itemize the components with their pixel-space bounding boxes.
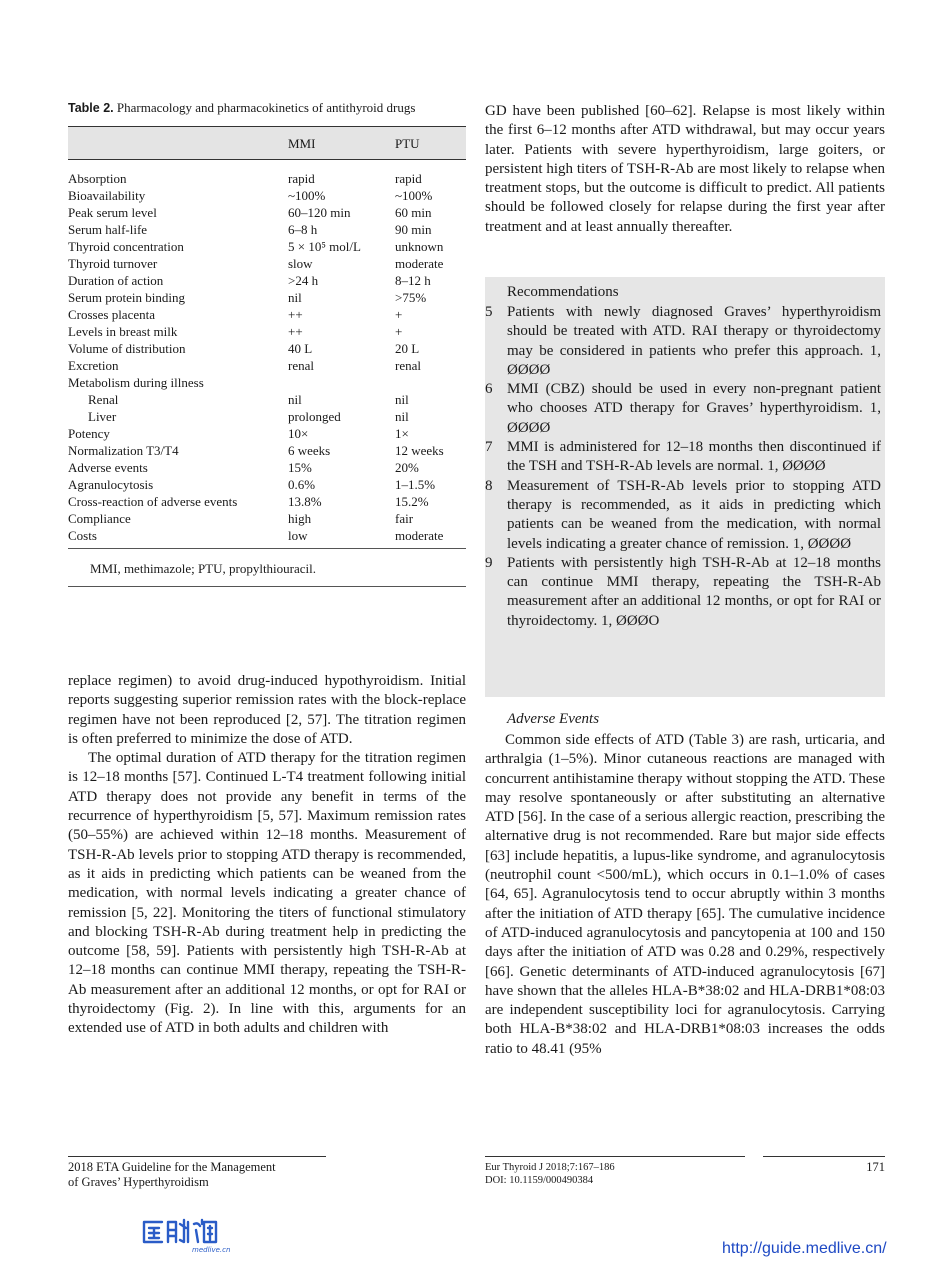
- row-mmi-value: low: [288, 528, 308, 543]
- row-mmi-value: rapid: [288, 171, 315, 186]
- row-ptu-value: renal: [395, 358, 421, 373]
- row-parameter: Volume of distribution: [68, 341, 186, 356]
- row-parameter: Potency: [68, 426, 110, 441]
- row-mmi-value: ++: [288, 307, 303, 322]
- table-row: [68, 357, 466, 374]
- row-parameter: Compliance: [68, 511, 131, 526]
- page-number: 171: [866, 1160, 885, 1174]
- footer-doi: DOI: 10.1159/000490384: [485, 1175, 594, 1186]
- table-row: [68, 493, 466, 510]
- row-parameter: Levels in breast milk: [68, 324, 178, 339]
- row-parameter: Crosses placenta: [68, 307, 156, 322]
- right-paragraph-2: Common side effects of ATD (Table 3) are rash, urticaria, and arthralgia (1–5%). Minor cutaneous reactions are managed with concurrent antihistamine therapy without stopping the ATD. These may resolve spontaneously or after substituting an alternative ATD [56]. In the case of a serious allergic reaction, prescribing the alternative drug is not recommended. Rare but major side effects [63] include hepatitis, a lupus-like syndrome, and agranulocytosis (neutrophil count <500/mL), which occurs in 0.1–1.0% of cases [64, 65]. Agranulocytosis tend to occur abruptly within 3 months after the initiation of ATD therapy [65]. The cumulative incidence of ATD-induced agranulocytosis and pancytopenia at 100 and 150 days after the initiation of ATD was 0.28 and 0.29%, respectively [66]. Genetic determinants of ATD-induced agranulocytosis [67] have shown that the alleles HLA-B*38:02 and HLA-DRB1*08:03 are independent susceptibility loci for agranulocytosis. Carrying both HLA-B*38:02 and HLA-DRB1*08:03 increases the odds ratio to 48.41 (95%: [485, 732, 885, 1057]
- row-ptu-value: rapid: [395, 171, 422, 186]
- table-footnote: MMI, methimazole; PTU, propylthiouracil.: [90, 561, 317, 576]
- row-parameter: Normalization T3/T4: [68, 443, 179, 458]
- row-ptu-value: +: [395, 324, 403, 339]
- row-mmi-value: renal: [288, 358, 314, 373]
- section-subheading: Adverse Events: [507, 711, 600, 727]
- table-header: [68, 127, 466, 160]
- footer-rule-mid: [485, 1156, 745, 1157]
- row-ptu-value: moderate: [395, 256, 444, 271]
- header-ptu: PTU: [395, 136, 420, 151]
- table-row: [68, 442, 466, 459]
- row-ptu-value: 1×: [395, 426, 409, 441]
- table-row: [68, 391, 466, 408]
- table-row: [68, 204, 466, 221]
- table-row: [68, 238, 466, 255]
- row-ptu-value: fair: [395, 511, 414, 526]
- row-parameter: Costs: [68, 528, 97, 543]
- row-mmi-value: high: [288, 511, 312, 526]
- source-url[interactable]: http://guide.medlive.cn/: [722, 1240, 887, 1257]
- footer-title-line-2: of Graves’ Hyperthyroidism: [68, 1175, 209, 1189]
- row-mmi-value: 15%: [288, 460, 312, 475]
- row-mmi-value: 40 L: [288, 341, 313, 356]
- row-ptu-value: 15.2%: [395, 494, 429, 509]
- row-ptu-value: nil: [395, 392, 409, 407]
- footer-rule-right: [763, 1156, 885, 1157]
- table-row: [68, 323, 466, 340]
- recommendation-text: Patients with newly diagnosed Graves’ hyperthyroidism should be treated with ATD. RAI therapy or thyroidectomy may be considered in patients who prefer this approach. 1, ØØØØ: [507, 304, 881, 378]
- footer-title-line-1: 2018 ETA Guideline for the Management: [68, 1160, 276, 1174]
- recommendations-list: [485, 303, 881, 631]
- table-row: [68, 510, 466, 527]
- row-mmi-value: nil: [288, 392, 302, 407]
- recommendation-item: [485, 380, 881, 438]
- row-ptu-value: 20%: [395, 460, 419, 475]
- row-mmi-value: 13.8%: [288, 494, 322, 509]
- recommendation-number: 9: [485, 554, 493, 571]
- left-body-text: [68, 672, 466, 1039]
- right-body-text: [485, 102, 885, 237]
- table-row: [68, 255, 466, 272]
- recommendation-item: [485, 438, 881, 477]
- recommendation-text: Measurement of TSH-R-Ab levels prior to stopping ATD therapy is recommended, as it aids in predicting which patients can be weaned from the medication, with normal levels indicating a greater chance of remission. 1, ØØØØ: [507, 477, 881, 552]
- table-row: [68, 459, 466, 476]
- table-row: [68, 425, 466, 442]
- row-parameter: Agranulocytosis: [68, 477, 154, 492]
- row-mmi-value: 0.6%: [288, 477, 316, 492]
- table-row: [68, 221, 466, 238]
- table-body: [68, 170, 466, 544]
- recommendation-number: 6: [485, 381, 493, 398]
- row-ptu-value: 60 min: [395, 205, 432, 220]
- footer-rule-left: [68, 1156, 326, 1157]
- row-ptu-value: 1–1.5%: [395, 477, 436, 492]
- table-row: [68, 306, 466, 323]
- row-mmi-value: 6 weeks: [288, 443, 331, 458]
- recommendation-text: MMI is administered for 12–18 months then discontinued if the TSH and TSH-R-Ab levels are normal. 1, ØØØØ: [507, 439, 881, 475]
- footer-journal: Eur Thyroid J 2018;7:167–186: [485, 1162, 615, 1173]
- left-paragraph-2: The optimal duration of ATD therapy for the titration regimen is 12–18 months [57]. Continued L-T4 treatment following initial ATD therapy does not provide any benefit in terms of the recurrence of hyperthyroidism [5, 57]. Maximum remission rates (50–55%) are achieved within 12–18 months. Measurement of TSH-R-Ab levels prior to stopping ATD therapy is recommended, as it aids in predicting which patients can be weaned from the medication, with normal levels indicating a greater chance of remission [5, 22]. Monitoring the titers of functional stimulatory and blocking TSH-R-Ab during treatment help in predicting the outcome [58, 59]. Patients with persistently high TSH-R-Ab at 12–18 months can continue MMI therapy, repeating the TSH-R-Ab measurement after an additional 12 months, or opt for RAI or thyroidectomy (Fig. 2). In line with this, arguments for an extended use of ATD in both adults and children with: [68, 750, 466, 1037]
- row-mmi-value: >24 h: [288, 273, 319, 288]
- row-parameter: Adverse events: [68, 460, 148, 475]
- row-ptu-value: moderate: [395, 528, 444, 543]
- header-mmi: MMI: [288, 136, 316, 151]
- row-mmi-value: slow: [288, 256, 313, 271]
- row-mmi-value: 5 × 10⁵ mol/L: [288, 239, 361, 254]
- row-parameter: Serum half-life: [68, 222, 148, 237]
- row-ptu-value: 12 weeks: [395, 443, 444, 458]
- table-row: [68, 476, 466, 493]
- row-parameter: Serum protein binding: [68, 290, 185, 305]
- row-parameter: Duration of action: [68, 273, 164, 288]
- logo-text: medlive.cn: [192, 1246, 231, 1254]
- row-parameter: Peak serum level: [68, 205, 157, 220]
- table-row: [68, 527, 466, 544]
- row-ptu-value: unknown: [395, 239, 444, 254]
- row-ptu-value: +: [395, 307, 403, 322]
- table-row: [68, 272, 466, 289]
- table-label: Table 2.: [68, 101, 114, 115]
- table-row: [68, 289, 466, 306]
- row-mmi-value: prolonged: [288, 409, 341, 424]
- table-row: [68, 408, 466, 425]
- recommendation-number: 8: [485, 477, 493, 494]
- row-ptu-value: 90 min: [395, 222, 432, 237]
- recommendation-number: 7: [485, 439, 493, 456]
- table-row: [68, 187, 466, 204]
- adverse-events-text: [485, 731, 885, 1059]
- row-ptu-value: ~100%: [395, 188, 433, 203]
- table-title: Pharmacology and pharmacokinetics of antithyroid drugs: [116, 100, 416, 115]
- row-parameter: Excretion: [68, 358, 119, 373]
- recommendation-item: [485, 477, 881, 554]
- recommendation-number: 5: [485, 304, 493, 320]
- row-parameter: Thyroid turnover: [68, 256, 158, 271]
- row-parameter: Liver: [88, 409, 117, 424]
- row-parameter: Thyroid concentration: [68, 239, 184, 254]
- row-parameter: Metabolism during illness: [68, 375, 204, 390]
- row-parameter: Renal: [88, 392, 119, 407]
- recommendation-item: [485, 303, 881, 380]
- row-mmi-value: ~100%: [288, 188, 326, 203]
- row-parameter: Cross-reaction of adverse events: [68, 494, 238, 509]
- table-bottom-rule: [68, 586, 466, 587]
- row-mmi-value: 10×: [288, 426, 309, 441]
- row-mmi-value: ++: [288, 324, 303, 339]
- row-mmi-value: 60–120 min: [288, 205, 351, 220]
- row-mmi-value: 6–8 h: [288, 222, 318, 237]
- row-ptu-value: nil: [395, 409, 409, 424]
- right-paragraph-1: GD have been published [60–62]. Relapse is most likely within the first 6–12 months after ATD withdrawal, but may occur years later. Patients with severe hyperthyroidism, large goiters, or persistent high titers of TSH-R-Ab are most likely to relapse when treatment stops, but the outcome is difficult to predict. All patients should be followed closely for relapse during the first year after treatment and at least annually thereafter.: [485, 103, 885, 235]
- table-caption: [68, 100, 478, 116]
- row-parameter: Absorption: [68, 171, 127, 186]
- table-row: [68, 374, 466, 391]
- row-ptu-value: 8–12 h: [395, 273, 431, 288]
- row-parameter: Bioavailability: [68, 188, 146, 203]
- row-ptu-value: 20 L: [395, 341, 420, 356]
- recommendation-text: Patients with persistently high TSH-R-Ab at 12–18 months can continue MMI therapy, repeating the TSH-R-Ab measurement after an additional 12 months, or opt for RAI or thyroidectomy. 1, ØØØO: [507, 554, 881, 629]
- footer-title: [68, 1160, 368, 1190]
- recommendations-title: Recommendations: [507, 284, 619, 300]
- left-paragraph-1: replace regimen) to avoid drug-induced hypothyroidism. Initial reports suggesting superior remission rates with the block-replace regimen have not been reproduced [2, 57]. The titration regimen is often preferred to minimize the dose of ATD.: [68, 673, 466, 747]
- table-row: [68, 170, 466, 187]
- table-row: [68, 340, 466, 357]
- footer-citation: [485, 1161, 785, 1187]
- row-ptu-value: >75%: [395, 290, 427, 305]
- table-footnote-rule: [68, 548, 466, 549]
- row-mmi-value: nil: [288, 290, 302, 305]
- recommendation-text: MMI (CBZ) should be used in every non-pregnant patient who chooses ATD therapy for Graves’ hyperthyroidism. 1, ØØØØ: [507, 381, 881, 436]
- recommendation-item: [485, 554, 881, 631]
- medlive-logo: [140, 1216, 250, 1254]
